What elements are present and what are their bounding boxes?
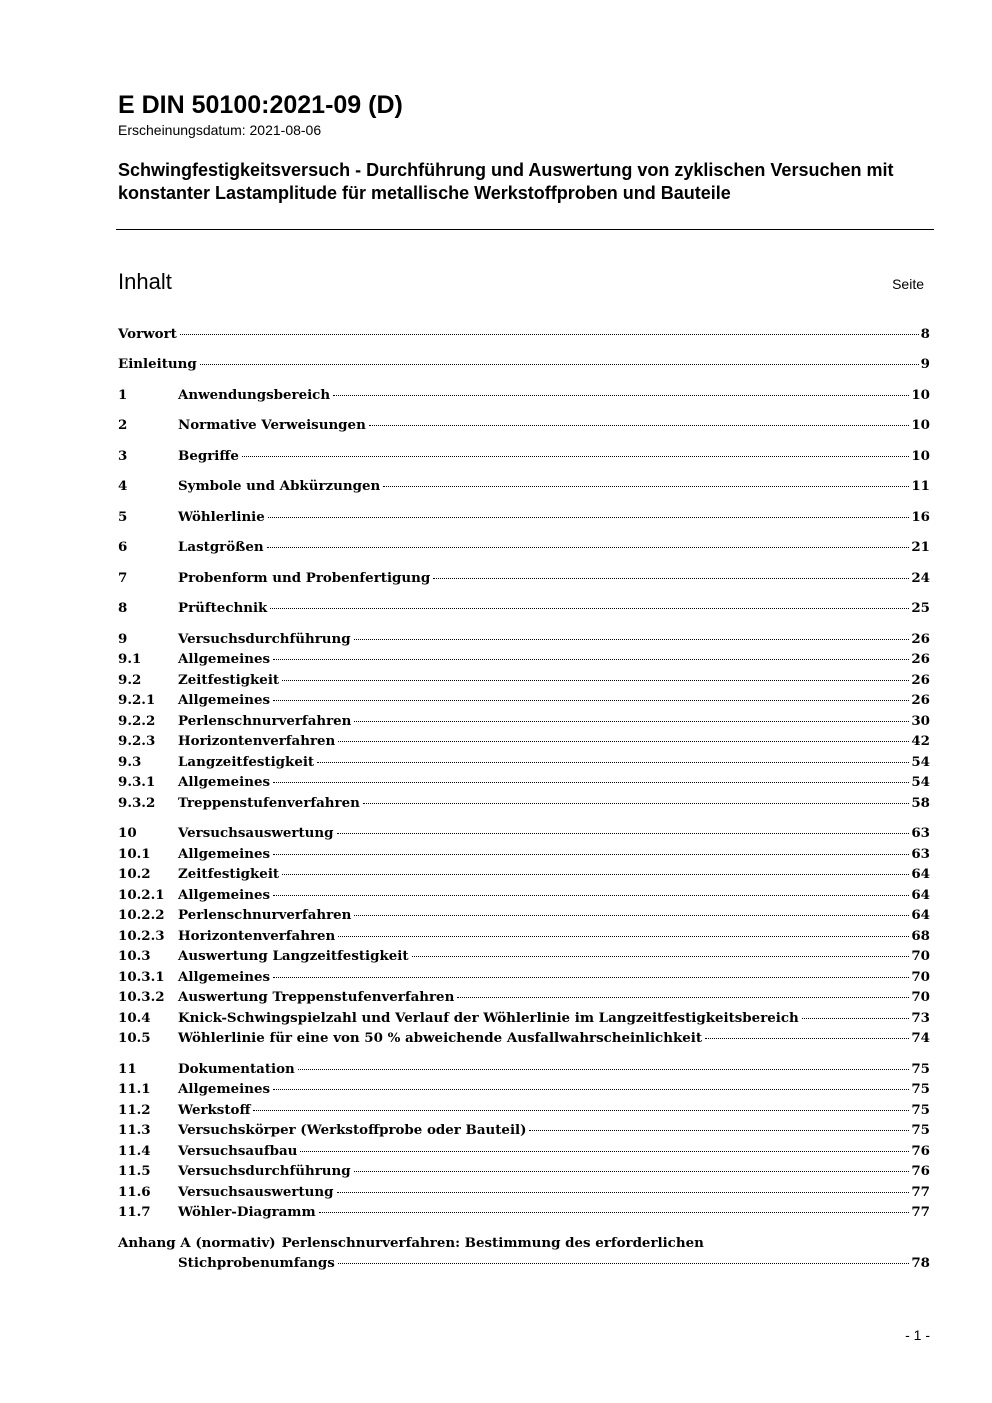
toc-entry-number: 10.2.2 xyxy=(118,907,165,923)
toc-entry-title: Versuchsauswertung xyxy=(178,825,334,841)
toc-entry-page: 77 xyxy=(911,1183,930,1200)
toc-entry-title: Lastgrößen xyxy=(178,539,264,555)
toc-entry-number: 11.6 xyxy=(118,1183,151,1200)
toc-entry[interactable] xyxy=(118,793,930,814)
toc-entry-title: Versuchsaufbau xyxy=(178,1142,298,1159)
toc-dot-leader xyxy=(180,334,919,335)
toc-entry[interactable] xyxy=(118,385,930,406)
toc-entry-title: Einleitung xyxy=(118,356,197,372)
toc-entry[interactable] xyxy=(118,987,930,1008)
toc-entry-title: Versuchsdurchführung xyxy=(178,1163,351,1179)
toc-entry-title: Allgemeines xyxy=(178,1081,271,1097)
toc-entry-number: 6 xyxy=(118,539,128,555)
toc-dot-leader xyxy=(369,425,910,426)
toc-entry-title: Versuchsdurchführung xyxy=(178,630,351,647)
toc-entry[interactable] xyxy=(118,711,930,732)
toc-dot-leader xyxy=(433,578,909,579)
toc-entry-page: 11 xyxy=(911,478,930,494)
toc-dot-leader xyxy=(319,1212,910,1213)
toc-entry-page: 54 xyxy=(911,774,930,790)
toc-entry[interactable] xyxy=(118,670,930,691)
toc-entry-number: 11.1 xyxy=(118,1081,151,1097)
toc-entry-title: Wöhler-Diagramm xyxy=(178,1204,316,1220)
toc-annex-title-line2: Stichprobenumfangs xyxy=(178,1255,335,1271)
toc-entry[interactable] xyxy=(118,690,930,711)
toc-dot-leader xyxy=(273,1089,909,1090)
toc-dot-leader xyxy=(270,608,909,609)
toc-entry-title: Perlenschnurverfahren xyxy=(178,907,352,923)
toc-entry[interactable] xyxy=(118,1120,930,1141)
toc-dot-leader xyxy=(529,1130,909,1131)
toc-entry[interactable] xyxy=(118,1182,930,1203)
toc-entry-number: 9.1 xyxy=(118,651,142,667)
toc-entry-page: 42 xyxy=(911,733,930,749)
toc-dot-leader xyxy=(412,956,910,957)
toc-entry-title: Langzeitfestigkeit xyxy=(178,753,315,770)
toc-entry-page: 64 xyxy=(911,866,930,882)
toc-entry-title: Allgemeines xyxy=(178,968,271,985)
toc-entry-page: 10 xyxy=(911,386,930,403)
toc-entry-number: 2 xyxy=(118,417,128,433)
toc-entry-title: Vorwort xyxy=(118,326,177,342)
toc-dot-leader xyxy=(300,1151,909,1152)
toc-entry-number: 1 xyxy=(118,386,128,403)
toc-entry-page: 76 xyxy=(911,1142,930,1159)
toc-entry-number: 7 xyxy=(118,569,128,586)
toc-entry-number: 9.2.3 xyxy=(118,733,156,749)
toc-entry-page: 10 xyxy=(911,447,930,464)
toc-entry-title: Zeitfestigkeit xyxy=(178,866,280,882)
toc-entry[interactable] xyxy=(118,507,930,528)
toc-entry[interactable] xyxy=(118,598,930,619)
toc-entry-page: 54 xyxy=(911,753,930,770)
toc-entry-title: Symbole und Abkürzungen xyxy=(178,478,381,494)
toc-entry[interactable] xyxy=(118,629,930,650)
toc-entry[interactable] xyxy=(118,905,930,926)
toc-entry[interactable] xyxy=(118,568,930,589)
toc-entry[interactable] xyxy=(118,823,930,844)
toc-dot-leader xyxy=(273,977,909,978)
toc-entry-title: Begriffe xyxy=(178,447,239,464)
toc-entry[interactable] xyxy=(118,1028,930,1049)
toc-entry-number: 11 xyxy=(118,1060,137,1077)
toc-entry-number: 10.5 xyxy=(118,1030,151,1046)
toc-entry-title: Anwendungsbereich xyxy=(178,386,331,403)
toc-entry-page: 75 xyxy=(911,1081,930,1097)
toc-entry[interactable] xyxy=(118,772,930,793)
toc-entry-page: 21 xyxy=(911,539,930,555)
toc-entry-number: 10.4 xyxy=(118,1009,151,1026)
toc-entry[interactable] xyxy=(118,926,930,947)
toc-entry-number: 11.7 xyxy=(118,1204,151,1220)
toc-entry-page: 75 xyxy=(911,1101,930,1118)
toc-entry-page: 30 xyxy=(911,712,930,729)
toc-entry-title: Knick-Schwingspielzahl und Verlauf der Wöhlerlinie im Langzeitfestigkeitsbereich xyxy=(178,1009,799,1026)
toc-entry[interactable] xyxy=(118,1079,930,1100)
page-number: - 1 - xyxy=(905,1327,930,1343)
toc-entry-page: 68 xyxy=(911,927,930,944)
toc-entry-number: 11.3 xyxy=(118,1122,151,1138)
toc-entry[interactable] xyxy=(118,752,930,773)
toc-entry[interactable] xyxy=(118,415,930,436)
toc-entry-title: Dokumentation xyxy=(178,1060,295,1077)
toc-entry-title: Allgemeines xyxy=(178,651,271,667)
toc-entry-title: Allgemeines xyxy=(178,845,271,862)
toc-entry-number: 10 xyxy=(118,825,137,841)
toc-entry-page: 77 xyxy=(911,1204,930,1220)
toc-annex-page: 78 xyxy=(911,1255,930,1271)
toc-entry-title: Horizontenverfahren xyxy=(178,733,336,749)
toc-dot-leader xyxy=(338,936,909,937)
toc-entry-page: 74 xyxy=(911,1030,930,1046)
toc-entry-page: 10 xyxy=(911,417,930,433)
toc-entry[interactable] xyxy=(118,324,930,345)
toc-dot-leader xyxy=(273,659,909,660)
toc-entry-page: 8 xyxy=(920,326,930,342)
toc-dot-leader xyxy=(333,395,909,396)
toc-entry-page: 58 xyxy=(911,794,930,811)
toc-dot-leader xyxy=(273,700,909,701)
toc-entry-number: 9 xyxy=(118,630,128,647)
toc-dot-leader xyxy=(267,547,910,548)
toc-entry-title: Versuchskörper (Werkstoffprobe oder Bauteil) xyxy=(178,1122,527,1138)
toc-entry-number: 9.3.1 xyxy=(118,774,156,790)
toc-entry-number: 9.2 xyxy=(118,671,142,688)
toc-entry[interactable] xyxy=(118,446,930,467)
toc-entry-number: 10.2.3 xyxy=(118,927,165,944)
toc-entry-number: 11.4 xyxy=(118,1142,151,1159)
toc-entry[interactable] xyxy=(118,731,930,752)
table-of-contents xyxy=(118,324,930,1274)
toc-entry-page: 26 xyxy=(911,671,930,688)
toc-annex-title-line1: Perlenschnurverfahren: Bestimmung des erforderlichen xyxy=(281,1234,704,1251)
toc-entry-number: 10.1 xyxy=(118,845,151,862)
document-title: Schwingfestigkeitsversuch - Durchführung und Auswertung von zyklischen Versuchen mit konstanter Lastamplitude für metallische Werkstoffproben und Bauteile xyxy=(118,160,894,203)
toc-entry[interactable] xyxy=(118,354,930,375)
toc-dot-leader xyxy=(337,833,910,834)
toc-entry-page: 16 xyxy=(911,508,930,525)
toc-dot-leader xyxy=(802,1018,910,1019)
toc-annex-label: Anhang A (normativ) xyxy=(118,1234,276,1251)
toc-entry-page: 75 xyxy=(911,1060,930,1077)
toc-entry-number: 11.5 xyxy=(118,1163,151,1179)
toc-entry-number: 9.3.2 xyxy=(118,794,156,811)
toc-dot-leader xyxy=(363,803,910,804)
toc-entry-title: Allgemeines xyxy=(178,774,271,790)
toc-entry[interactable] xyxy=(118,1141,930,1162)
toc-dot-leader xyxy=(242,456,910,457)
toc-entry-page: 70 xyxy=(911,989,930,1005)
toc-entry-page: 24 xyxy=(911,569,930,586)
toc-entry[interactable] xyxy=(118,1161,930,1182)
toc-entry-title: Allgemeines xyxy=(178,886,271,903)
toc-entry-title: Perlenschnurverfahren xyxy=(178,712,352,729)
toc-entry-page: 70 xyxy=(911,968,930,985)
toc-dot-leader xyxy=(457,997,909,998)
toc-entry-title: Prüftechnik xyxy=(178,600,268,616)
toc-dot-leader xyxy=(268,517,910,518)
toc-entry-number: 9.3 xyxy=(118,753,142,770)
toc-entry[interactable] xyxy=(118,967,930,988)
toc-entry[interactable] xyxy=(118,885,930,906)
publication-date: Erscheinungsdatum: 2021-08-06 xyxy=(118,122,322,138)
toc-entry-page: 26 xyxy=(911,692,930,708)
toc-entry-title: Auswertung Treppenstufenverfahren xyxy=(178,989,455,1005)
toc-entry-page: 64 xyxy=(911,886,930,903)
toc-dot-leader xyxy=(338,1263,910,1264)
toc-entry-title: Auswertung Langzeitfestigkeit xyxy=(178,948,409,964)
toc-entry[interactable] xyxy=(118,649,930,670)
toc-entry-page: 76 xyxy=(911,1163,930,1179)
toc-entry-title: Treppenstufenverfahren xyxy=(178,794,360,811)
toc-entry-number: 9.2.1 xyxy=(118,692,156,708)
toc-dot-leader xyxy=(705,1038,909,1039)
toc-entry[interactable] xyxy=(118,1059,930,1080)
toc-page-column-label: Seite xyxy=(892,276,924,292)
toc-entry[interactable] xyxy=(118,1008,930,1029)
toc-entry-page: 63 xyxy=(911,845,930,862)
toc-entry[interactable] xyxy=(118,864,930,885)
toc-entry-number: 10.2 xyxy=(118,866,151,882)
toc-dot-leader xyxy=(354,639,910,640)
toc-dot-leader xyxy=(354,1171,910,1172)
toc-entry-title: Allgemeines xyxy=(178,692,271,708)
toc-entry[interactable] xyxy=(118,1202,930,1223)
toc-dot-leader xyxy=(354,721,909,722)
toc-entry-page: 25 xyxy=(911,600,930,616)
toc-entry[interactable] xyxy=(118,1100,930,1121)
toc-entry-page: 70 xyxy=(911,948,930,964)
toc-entry[interactable] xyxy=(118,537,930,558)
toc-dot-leader xyxy=(338,741,909,742)
toc-entry-number: 10.3.2 xyxy=(118,989,165,1005)
toc-dot-leader xyxy=(317,762,909,763)
toc-entry[interactable] xyxy=(118,844,930,865)
toc-entry-number: 10.2.1 xyxy=(118,886,165,903)
toc-entry-number: 10.3 xyxy=(118,948,151,964)
toc-entry-page: 73 xyxy=(911,1009,930,1026)
toc-entry-number: 5 xyxy=(118,508,128,525)
toc-dot-leader xyxy=(282,874,909,875)
toc-heading: Inhalt xyxy=(118,269,172,294)
toc-entry-title: Wöhlerlinie xyxy=(178,508,265,525)
toc-entry-title: Zeitfestigkeit xyxy=(178,671,280,688)
document-id: E DIN 50100:2021-09 (D) xyxy=(118,91,403,119)
toc-entry-title: Versuchsauswertung xyxy=(178,1183,334,1200)
toc-entry-title: Horizontenverfahren xyxy=(178,927,336,944)
toc-dot-leader xyxy=(200,364,919,365)
toc-dot-leader xyxy=(354,915,909,916)
toc-dot-leader xyxy=(273,895,909,896)
toc-dot-leader xyxy=(337,1192,910,1193)
toc-dot-leader xyxy=(383,486,909,487)
toc-entry-title: Wöhlerlinie für eine von 50 % abweichende Ausfallwahrscheinlichkeit xyxy=(178,1030,703,1046)
toc-dot-leader xyxy=(253,1110,909,1111)
toc-entry-page: 9 xyxy=(920,356,930,372)
toc-entry-title: Werkstoff xyxy=(178,1101,251,1118)
toc-entry-page: 26 xyxy=(911,630,930,647)
toc-entry[interactable] xyxy=(118,476,930,497)
toc-entry-number: 8 xyxy=(118,600,128,616)
toc-entry-number: 3 xyxy=(118,447,128,464)
toc-entry-number: 11.2 xyxy=(118,1101,151,1118)
toc-entry[interactable] xyxy=(118,946,930,967)
toc-entry-page: 63 xyxy=(911,825,930,841)
toc-entry-page: 64 xyxy=(911,907,930,923)
toc-entry-number: 4 xyxy=(118,478,128,494)
toc-entry-page: 75 xyxy=(911,1122,930,1138)
toc-dot-leader xyxy=(273,854,909,855)
toc-entry-title: Normative Verweisungen xyxy=(178,417,366,433)
toc-entry-number: 10.3.1 xyxy=(118,968,165,985)
toc-entry-number: 9.2.2 xyxy=(118,712,156,729)
toc-dot-leader xyxy=(298,1069,910,1070)
toc-annex-entry[interactable] xyxy=(118,1233,930,1274)
toc-entry-title: Probenform und Probenfertigung xyxy=(178,569,431,586)
toc-dot-leader xyxy=(273,782,909,783)
toc-dot-leader xyxy=(282,680,909,681)
title-divider xyxy=(116,229,934,230)
toc-entry-page: 26 xyxy=(911,651,930,667)
